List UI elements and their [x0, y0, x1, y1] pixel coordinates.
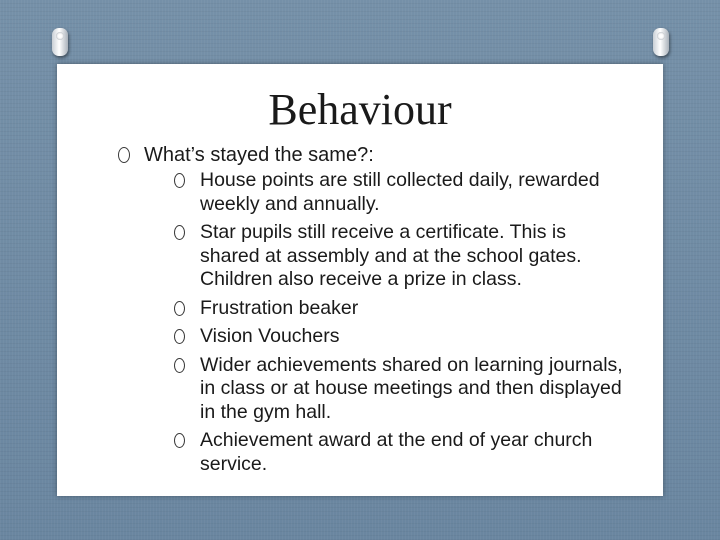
- pushpin-left-icon: [52, 28, 68, 56]
- oval-bullet-icon: [174, 225, 185, 240]
- sub-bullet-item-wider-achievements: [174, 354, 630, 425]
- sub-bullet-item-achievement-award: [174, 429, 630, 476]
- sub-bullet-item-vision-vouchers: [174, 325, 630, 349]
- slide-title: Behaviour: [268, 85, 452, 134]
- sub-bullet-text: Achievement award at the end of year church service.: [200, 429, 593, 475]
- sub-bullet-item-house-points: [174, 169, 630, 216]
- sub-bullet-text: House points are still collected daily, rewarded weekly and annually.: [200, 169, 600, 215]
- sub-bullet-text: Star pupils still receive a certificate. This is shared at assembly and at the school gates. Children also receive a prize in class.: [200, 221, 582, 290]
- sub-bullet-list: [144, 169, 623, 476]
- oval-bullet-icon: [174, 173, 185, 188]
- sub-bullet-item-frustration-beaker: [174, 297, 630, 321]
- oval-bullet-icon: [174, 329, 185, 344]
- oval-bullet-icon: [174, 433, 185, 448]
- oval-bullet-icon: [118, 147, 130, 163]
- sub-bullet-text: Frustration beaker: [200, 296, 359, 319]
- sub-bullet-text: Vision Vouchers: [200, 325, 340, 347]
- sub-bullet-item-star-pupils: [174, 221, 630, 292]
- oval-bullet-icon: [174, 301, 185, 316]
- main-bullet-text: What’s stayed the same?:: [144, 144, 374, 166]
- bullet-list: [118, 143, 623, 476]
- oval-bullet-icon: [174, 358, 185, 373]
- pushpin-right-icon: [653, 28, 669, 56]
- sub-bullet-text: Wider achievements shared on learning journals, in class or at house meetings and then displayed in the gym hall.: [200, 353, 623, 423]
- main-bullet-item: [118, 143, 623, 476]
